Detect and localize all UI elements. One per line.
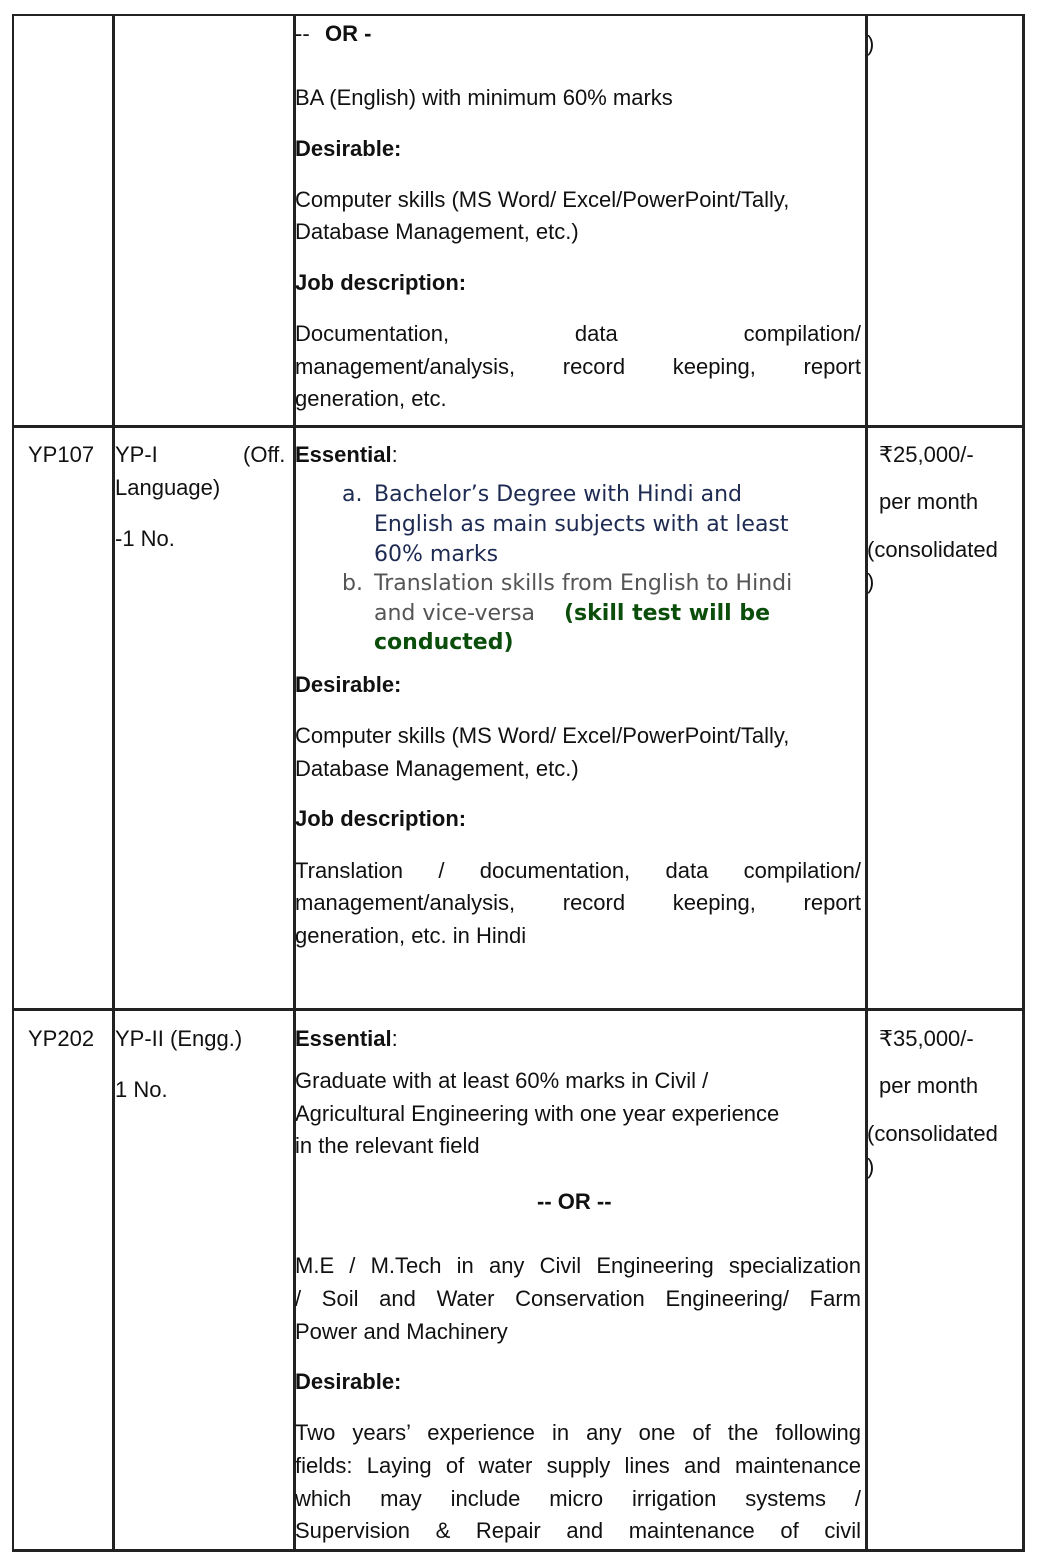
- border-col3: [865, 14, 868, 1552]
- essential-colon: :: [391, 442, 398, 467]
- salary-type: (consolidated: [867, 537, 998, 562]
- post-code: YP202: [28, 1026, 95, 1051]
- row-divider-1: [12, 425, 1025, 428]
- job-description-line: Translation / documentation, data compilation/: [295, 858, 861, 883]
- job-description-heading: Job description:: [295, 270, 467, 295]
- border-top: [12, 14, 1025, 16]
- desirable-heading: Desirable:: [295, 672, 402, 697]
- salary-period: per month: [879, 489, 979, 514]
- alternate-qualification-line: / Soil and Water Conservation Engineering/ Farm: [295, 1286, 861, 1311]
- desirable-line: Supervision & Repair and maintenance of civil: [295, 1518, 861, 1543]
- job-description-line: management/analysis, record keeping, report: [295, 354, 861, 379]
- alternate-qualification-line: Power and Machinery: [295, 1319, 508, 1344]
- salary-type: (consolidated: [867, 1121, 998, 1146]
- essential-line: Agricultural Engineering with one year experience: [295, 1101, 780, 1126]
- post-count: 1 No.: [115, 1077, 168, 1102]
- list-item-a-line: English as main subjects with at least: [374, 512, 789, 537]
- job-description-heading: Job description:: [295, 806, 467, 831]
- salary-tail: ): [867, 31, 875, 56]
- list-item-a-line: Bachelor’s Degree with Hindi and: [374, 482, 743, 507]
- post-name: Language): [115, 475, 221, 500]
- post-name: YP-II (Engg.): [115, 1026, 243, 1051]
- essential-heading: [295, 439, 398, 471]
- essential-colon: :: [391, 1026, 398, 1051]
- border-right: [1022, 14, 1025, 1552]
- desirable-line: Database Management, etc.): [295, 756, 579, 781]
- desirable-line: which may include micro irrigation systems /: [295, 1486, 861, 1511]
- salary-period: per month: [879, 1073, 979, 1098]
- skill-test-note: conducted): [374, 630, 514, 655]
- list-item-b-line: and vice-versa: [374, 601, 536, 626]
- border-bottom: [12, 1549, 1025, 1552]
- post-name: YP-I: [115, 442, 158, 467]
- essential-heading: [295, 1023, 398, 1055]
- job-description-line: generation, etc. in Hindi: [295, 923, 527, 948]
- salary-amount: ₹25,000/-: [879, 442, 974, 467]
- alternate-qualification-line: M.E / M.Tech in any Civil Engineering specialization: [295, 1253, 861, 1278]
- salary-type-close: ): [867, 1154, 875, 1179]
- essential-line: Graduate with at least 60% marks in Civil /: [295, 1068, 709, 1093]
- desirable-heading: Desirable:: [295, 1369, 402, 1394]
- row-divider-2: [12, 1008, 1025, 1011]
- salary-type-close: ): [867, 569, 875, 594]
- post-count: -1 No.: [115, 526, 175, 551]
- desirable-line: Database Management, etc.): [295, 219, 579, 244]
- salary-amount: ₹35,000/-: [879, 1026, 974, 1051]
- border-col1: [112, 14, 115, 1552]
- list-marker-b: b.: [342, 571, 363, 596]
- essential-line: in the relevant field: [295, 1133, 480, 1158]
- desirable-line: Two years’ experience in any one of the following: [295, 1420, 861, 1445]
- job-description-line: generation, etc.: [295, 386, 447, 411]
- desirable-line: fields: Laying of water supply lines and maintenance: [295, 1453, 861, 1478]
- border-left: [12, 14, 14, 1552]
- desirable-line: Computer skills (MS Word/ Excel/PowerPoint/Tally,: [295, 187, 790, 212]
- post-name: (Off.: [243, 442, 286, 467]
- alternate-qualification: BA (English) with minimum 60% marks: [295, 85, 673, 110]
- or-separator: OR -: [325, 21, 372, 46]
- desirable-heading: Desirable:: [295, 136, 402, 161]
- post-code: YP107: [28, 442, 95, 467]
- skill-test-note: (skill test will be: [564, 601, 771, 626]
- job-description-line: management/analysis, record keeping, report: [295, 890, 861, 915]
- desirable-line: Computer skills (MS Word/ Excel/PowerPoint/Tally,: [295, 723, 790, 748]
- or-separator: -- OR --: [537, 1189, 612, 1214]
- list-item-a-line: 60% marks: [374, 542, 499, 567]
- list-item-b-line: Translation skills from English to Hindi: [374, 571, 793, 596]
- job-description-line: Documentation, data compilation/: [295, 321, 861, 346]
- essential-label: Essential: [295, 1026, 392, 1051]
- list-marker-a: a.: [342, 482, 363, 507]
- or-dash: --: [295, 21, 310, 46]
- essential-label: Essential: [295, 442, 392, 467]
